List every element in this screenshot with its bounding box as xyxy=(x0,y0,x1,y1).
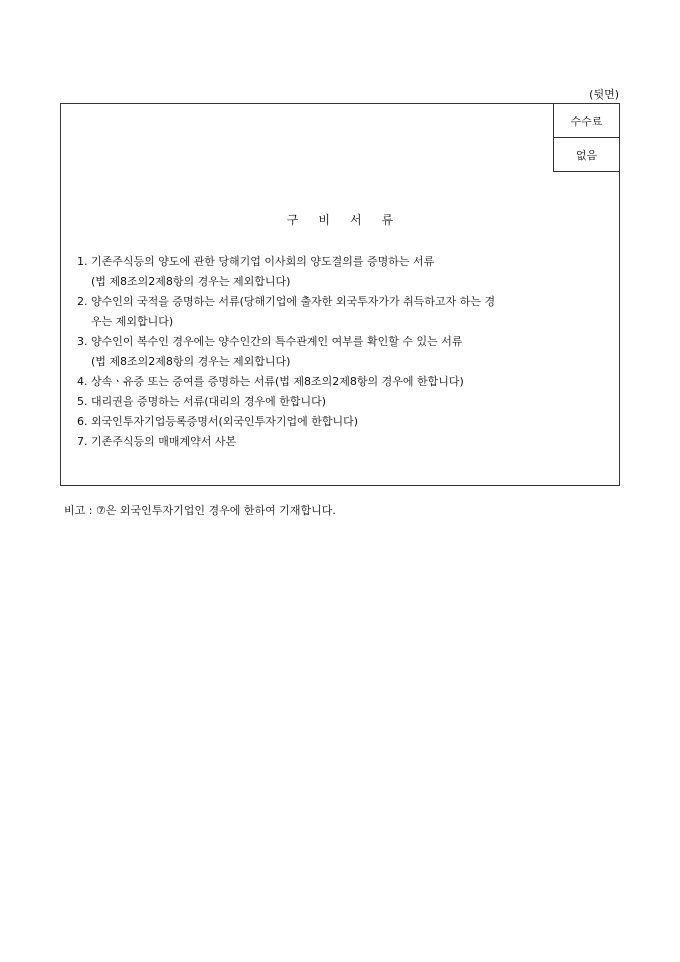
list-item xyxy=(77,292,603,332)
list-item xyxy=(77,252,603,292)
list-item xyxy=(77,332,603,372)
fee-header: 수수료 xyxy=(554,104,620,138)
list-item xyxy=(77,412,603,432)
fee-value: 없음 xyxy=(554,138,620,172)
list-item xyxy=(77,372,603,392)
section-title: 구비서류 xyxy=(286,213,414,227)
document-box xyxy=(60,103,620,486)
remarks-note: 비고 : ⑦은 외국인투자기업인 경우에 한하여 기재합니다. xyxy=(64,504,336,517)
item-number: 3. xyxy=(77,335,88,348)
item-number: 7. xyxy=(77,435,88,448)
item-subtext: 우는 제외합니다) xyxy=(91,315,174,328)
item-text: 외국인투자기업등록증명서(외국인투자기업에 한합니다) xyxy=(91,415,359,428)
fee-table xyxy=(553,103,620,172)
item-number: 1. xyxy=(77,255,88,268)
item-text: 대리권을 증명하는 서류(대리의 경우에 한합니다) xyxy=(91,395,327,408)
item-text: 기존주식등의 매매계약서 사본 xyxy=(91,435,237,448)
item-number: 4. xyxy=(77,375,88,388)
item-number: 5. xyxy=(77,395,88,408)
page-side-label: (뒷면) xyxy=(589,88,619,101)
item-number: 6. xyxy=(77,415,88,428)
list-item xyxy=(77,432,603,452)
item-text: 양수인의 국적을 증명하는 서류(당해기업에 출자한 외국투자가가 취득하고자 하는 경 xyxy=(91,295,496,308)
item-text: 상속ㆍ유증 또는 증여를 증명하는 서류(법 제8조의2제8항의 경우에 한합니다) xyxy=(91,375,464,388)
required-documents-list xyxy=(77,252,603,452)
item-number: 2. xyxy=(77,295,88,308)
item-text: 기존주식등의 양도에 관한 당해기업 이사회의 양도결의를 증명하는 서류 xyxy=(91,255,435,268)
list-item xyxy=(77,392,603,412)
item-subtext: (법 제8조의2제8항의 경우는 제외합니다) xyxy=(91,355,291,368)
item-text: 양수인이 복수인 경우에는 양수인간의 특수관계인 여부를 확인할 수 있는 서류 xyxy=(91,335,463,348)
item-subtext: (법 제8조의2제8항의 경우는 제외합니다) xyxy=(91,275,291,288)
